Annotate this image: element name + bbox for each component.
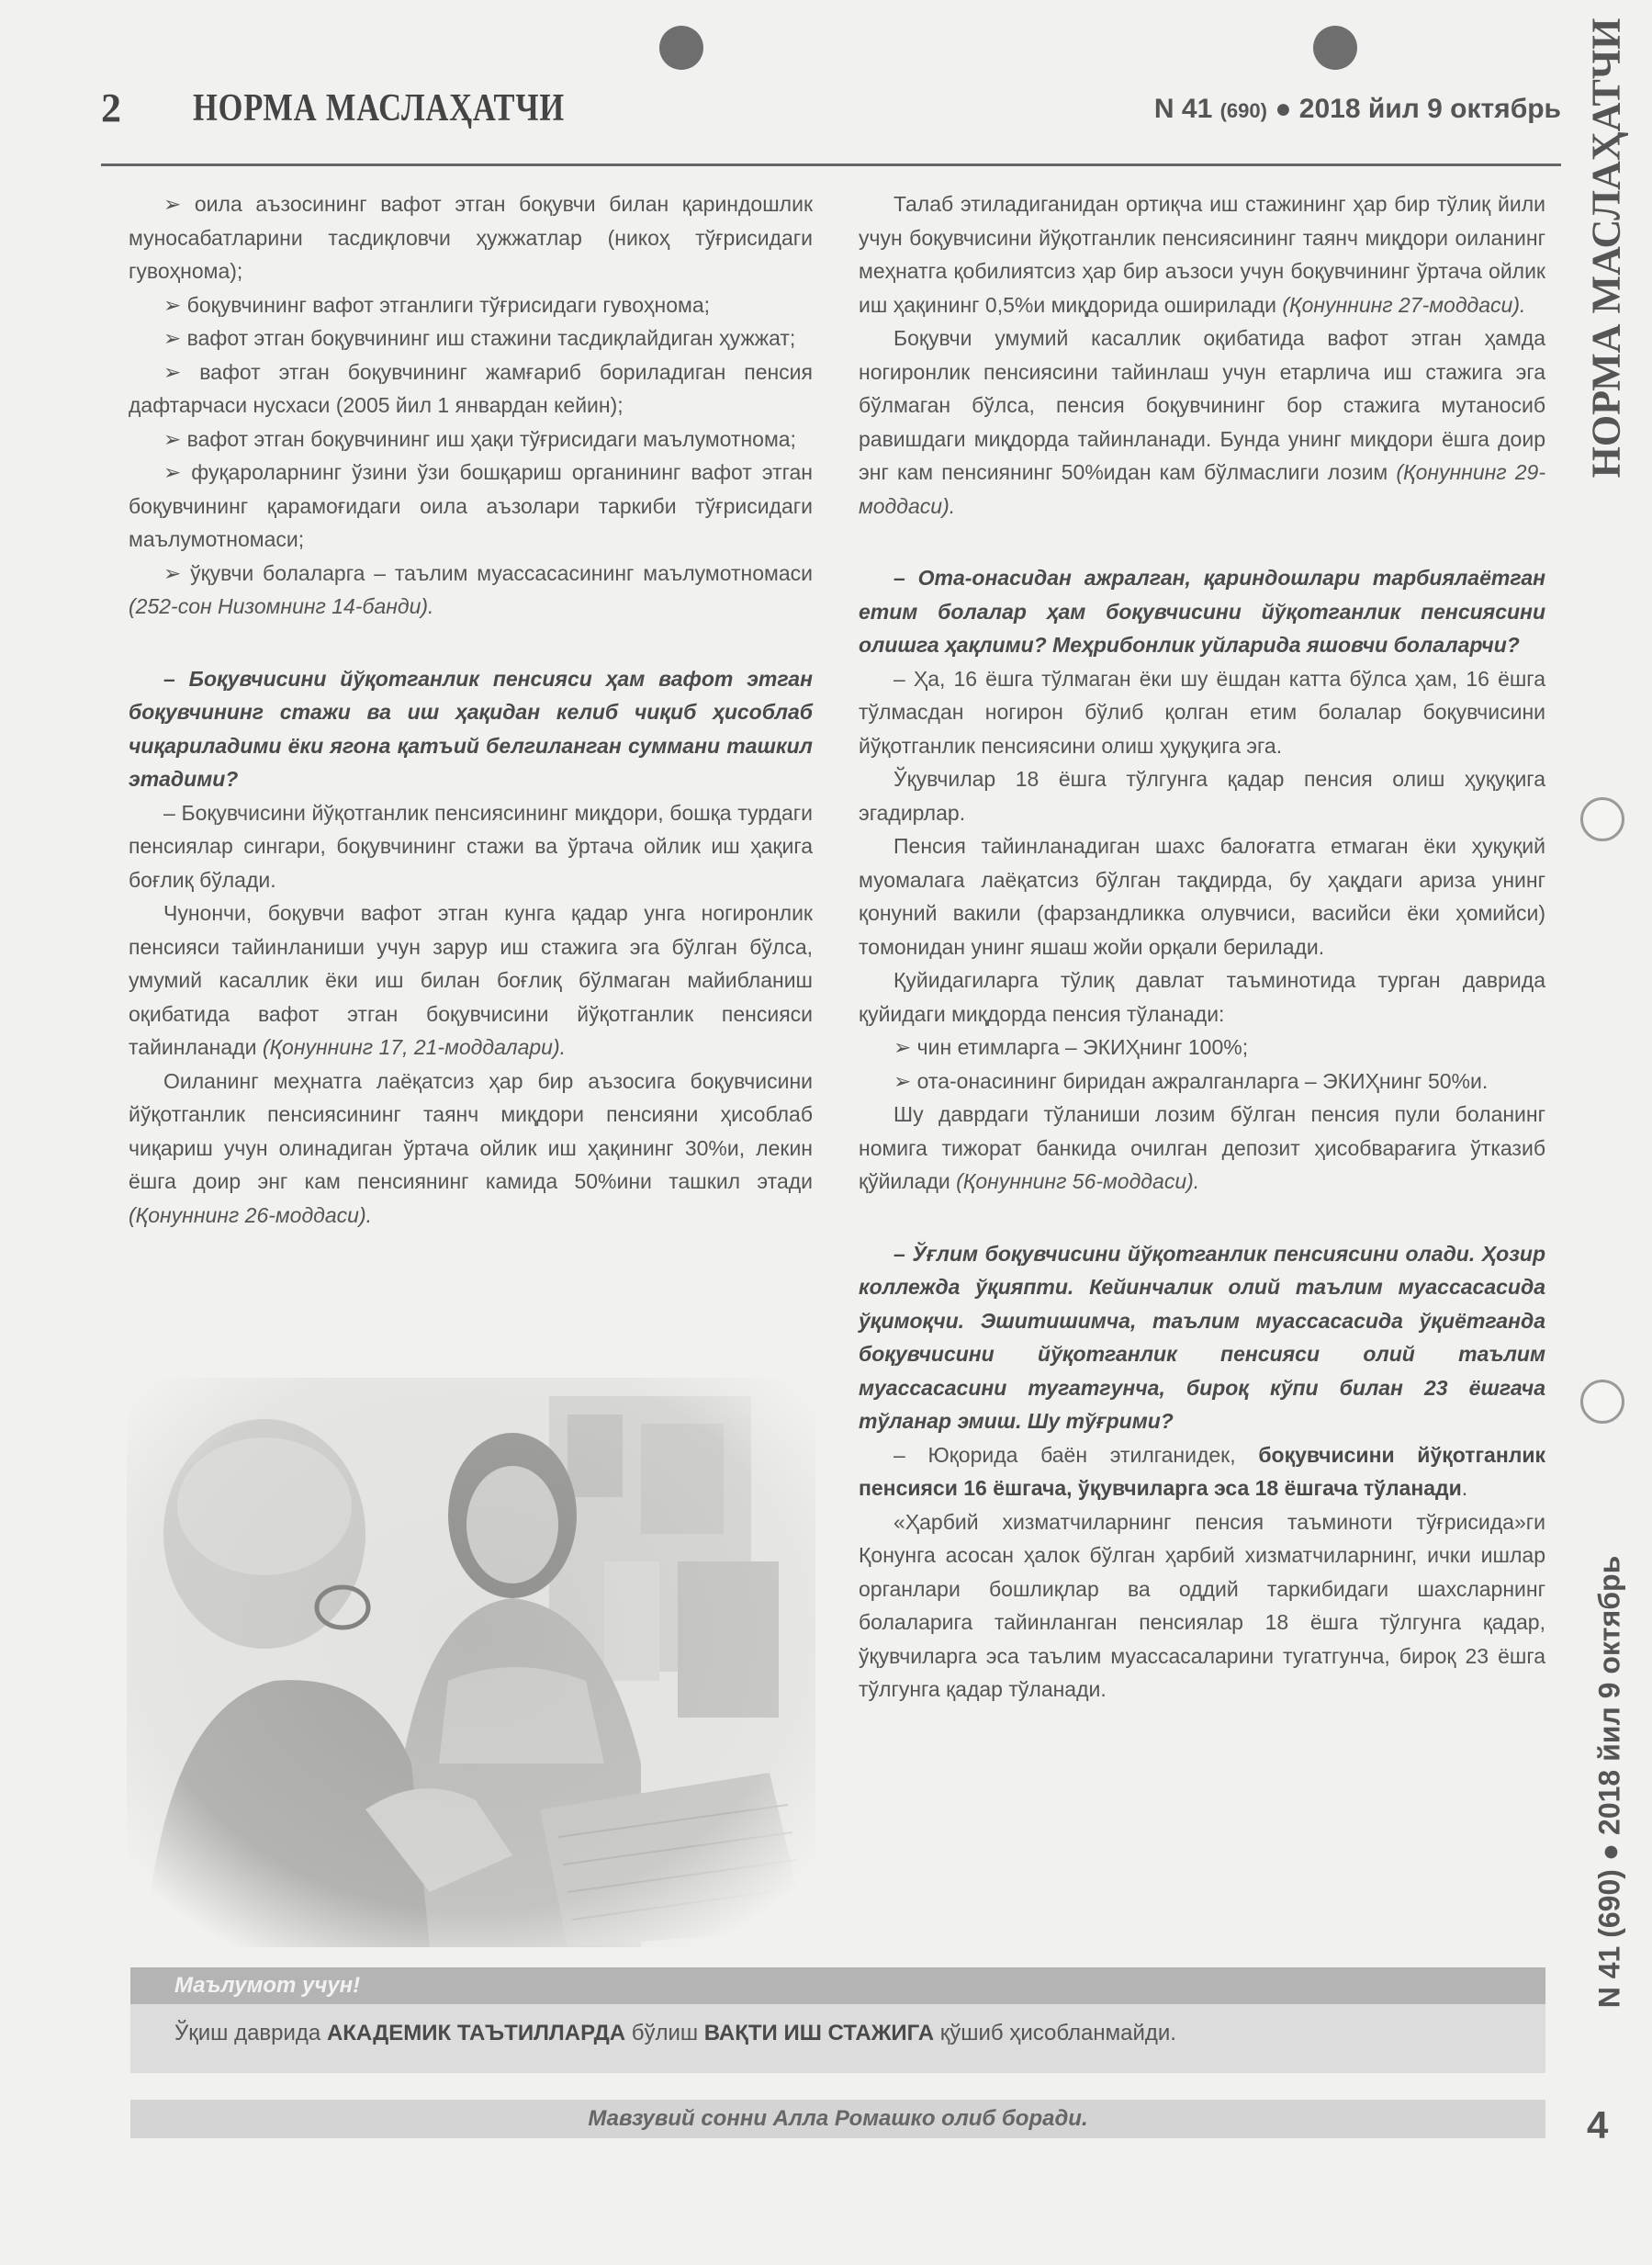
- paragraph-text: Талаб этиладиганидан ортиқча иш стажининг ҳар бир тўлиқ йили учун боқувчисини йўқотганлик пенсиясининг таянч миқдори оиланинг меҳнатга қобилиятсиз ҳар бир аъзоси учун боқувчининг ўртача ойлик иш ҳақининг 0,5%и миқдорида оширилади: [859, 192, 1545, 317]
- issue-date: 2018 йил 9 октябрь: [1298, 94, 1561, 124]
- answer-bold: боқувчисини йўқотганлик пенсияси 16 ёшгача, ўқувчиларга эса 18 ёшгача тўланади: [859, 1442, 1545, 1500]
- answer-tail: .: [1461, 1476, 1468, 1500]
- doc-list-item: ➢ фуқароларнинг ўзини ўзи бошқариш органининг вафот этган боқувчининг қарамоғидаги оила аъзолари таркиби тўғрисидаги маълумотномаси;: [129, 460, 813, 551]
- list-item: ➢ чин етимларга – ЭКИҲнинг 100%;: [893, 1035, 1249, 1059]
- info-bold-1: АКАДЕМИК ТАЪТИЛЛАРДА: [326, 2021, 626, 2045]
- question-1: – Боқувчисини йўқотганлик пенсияси ҳам вафот этган боқувчининг стажи ва иш ҳақидан келиб чиқиб ҳисоблаб чиқариладими ёки ягона қатъий белгиланган суммани ташкил этадими?: [129, 666, 813, 791]
- doc-list-item: [129, 557, 813, 624]
- list-item: ➢ ота-онасининг биридан ажралганларга – ЭКИҲнинг 50%и.: [893, 1068, 1489, 1093]
- info-text-2: бўлиш: [625, 2021, 704, 2045]
- photo-illustration: [127, 1378, 815, 1947]
- answer-paragraph: «Ҳарбий хизматчиларнинг пенсия таъминоти тўғрисида»ги Қонунга асосан ҳалок бўлган ҳарбий хизматчиларнинг, ички ишлар органлари бошлиқлар ва оддий таркибидаги шахсларнинг болаларига тайинланган пенсиялар 18 ёшга тўлгунга қадар, ўқувчиларга эса таълим муассасаларини тугатгунча, бироқ 23 ёшга тўлгунга қадар тўланади.: [859, 1509, 1545, 1701]
- question-3: – Ўғлим боқувчисини йўқотганлик пенсиясини олади. Ҳозир коллежда ўқияпти. Кейинчалик олий таълим муассасасида ўқимоқчи. Эшитишимча, таълим муассасасида ўқиётганда боқувчисини йўқотганлик пенсияси олий таълим муассасасини тугатгунча, бироқ кўпи билан 23 ёшгача тўланар эмиш. Шу тўғрими?: [859, 1241, 1545, 1433]
- answer-paragraph: [859, 1098, 1545, 1199]
- credit-bar: [130, 2100, 1545, 2138]
- law-reference: (Қонуннинг 26-моддаси).: [129, 1202, 373, 1227]
- paragraph: [859, 321, 1545, 523]
- right-column: [859, 187, 1545, 1707]
- info-box-title: Маълумот учун!: [174, 1973, 361, 1998]
- answer-paragraph: Пенсия тайинланадиган шахс балоғатга етмаган ёки ҳуқуқий муомалага лаёқатсиз бўлган тақдирда, бу ҳақдаги ариза унинг қонуний вакили (фарзандликка олувчиси, васийси ёки ҳомийси) томонидан унинг яшаш жойи орқали берилади.: [859, 834, 1545, 959]
- doc-list-item: ➢ боқувчининг вафот этганлиги тўғрисидаги гувоҳнома;: [163, 292, 711, 317]
- question-2: – Ота-онасидан ажралган, қариндошлари тарбиялаётган етим болалар ҳам боқувчисини йўқотганлик пенсиясини олишга ҳақлими? Меҳрибонлик уйларида яшовчи болаларчи?: [859, 566, 1545, 657]
- answer-paragraph: – Ҳа, 16 ёшга тўлмаган ёки шу ёшдан катта бўлса ҳам, 16 ёшга тўлмасдан ногирон бўлиб қолган етим болалар боқувчисини йўқотганлик пенсиясини олиш ҳуқуқига эга.: [859, 666, 1545, 758]
- punch-hole-left: [659, 26, 703, 70]
- punch-hole-right: [1313, 26, 1357, 70]
- side-issue-line: [1583, 1516, 1636, 2048]
- punch-ring-upper: [1580, 797, 1624, 841]
- issue-prefix: N 41: [1153, 94, 1213, 124]
- paragraph-text: Оиланинг меҳнатга лаёқатсиз ҳар бир аъзосига боқувчисини йўқотганлик пенсиясининг таянч миқдори пенсияни ҳисоблаб чиқариш учун олинадиган ўртача ойлик иш ҳақининг 30%и, лекин ёшга доир энг кам пенсиянинг камида 50%ини ташкил этади: [129, 1068, 813, 1193]
- answer-lead: – Юқорида баён этилганидек,: [893, 1442, 1259, 1467]
- header-rule: [101, 163, 1561, 166]
- answer-paragraph: [859, 1438, 1545, 1505]
- info-text-3: қўшиб ҳисобланмайди.: [934, 2021, 1176, 2045]
- left-column: [129, 187, 813, 1232]
- answer-paragraph: [129, 1065, 813, 1233]
- doc-list-item: ➢ вафот этган боқувчининг жамғариб бориладиган пенсия дафтарчаси нусхаси (2005 йил 1 январдан кейин);: [129, 359, 813, 417]
- law-reference: (252-сон Низомнинг 14-банди).: [129, 594, 434, 618]
- answer-paragraph: [129, 896, 813, 1065]
- law-reference: (Қонуннинг 17, 21-моддалари).: [262, 1035, 567, 1059]
- law-reference: (Қонуннинг 29-моддаси).: [859, 460, 1545, 518]
- paragraph-text: Чунончи, боқувчи вафот этган кунга қадар унга ногиронлик пенсияси тайинланиши учун зарур иш стажига эга бўлган бўлса, умумий касаллик ёки иш билан боғлиқ бўлмаган майибланиш оқибатида вафот этган боқувчисини йўқотганлик пенсияси тайинланади: [129, 901, 813, 1059]
- paragraph-text: Шу даврдаги тўланиши лозим бўлган пенсия пули боланинг номига тижорат банкида очилган депозит ҳисобварағига ўтказиб қўйилади: [859, 1102, 1545, 1193]
- issue-number: (690): [1219, 99, 1267, 122]
- page-header: [101, 85, 1561, 140]
- doc-list-item: ➢ вафот этган боқувчининг иш ҳақи тўғрисидаги маълумотнома;: [163, 426, 796, 451]
- info-box-text: [174, 2021, 1176, 2046]
- paragraph: [859, 187, 1545, 321]
- punch-ring-lower: [1580, 1380, 1624, 1424]
- answer-paragraph: Ўқувчилар 18 ёшга тўлгунга қадар пенсия олиш ҳуқуқига эгадирлар.: [859, 767, 1545, 825]
- law-reference: (Қонуннинг 56-моддаси).: [956, 1169, 1200, 1193]
- paragraph-text: Боқувчи умумий касаллик оқибатида вафот этган ҳамда ногиронлик пенсиясини тайинлаш учун етарлича иш стажига эга бўлмаган бўлса, пенсия боқувчининг бор стажига мутаносиб равишдаги миқдорда тайинланади. Бунда унинг миқдори ёшга доир энг кам пенсиянинг 50%идан кам бўлмаслиги лозим: [859, 326, 1545, 484]
- info-box-header: [130, 1967, 1545, 2004]
- info-bold-2: ВАҚТИ ИШ СТАЖИГА: [703, 2021, 935, 2045]
- side-issue-text: N 41 (690) ● 2018 йил 9 октябрь: [1592, 1555, 1626, 2009]
- page-number: 2: [101, 85, 121, 130]
- law-reference: (Қонуннинг 27-моддаси).: [1282, 292, 1526, 317]
- issue-bullet: ●: [1275, 94, 1292, 124]
- credit-text: Мавзувий сонни Алла Ромашко олиб боради.: [588, 2106, 1088, 2131]
- doc-list-item: ➢ вафот этган боқувчининг иш стажини тасдиқлайдиган ҳужжат;: [163, 326, 796, 350]
- publication-title: НОРМА МАСЛАҲАТЧИ: [193, 87, 566, 130]
- info-box: [130, 1967, 1545, 2073]
- side-title-text: НОРМА МАСЛАҲАТЧИ: [1583, 17, 1629, 479]
- paragraph-text: ➢ ўқувчи болаларга – таълим муассасасининг маълумотномаси: [163, 560, 813, 585]
- info-text-1: Ўқиш даврида: [174, 2021, 327, 2045]
- answer-paragraph: Қуйидагиларга тўлиқ давлат таъминотида турган даврида қуйидаги миқдорда пенсия тўланади:: [859, 968, 1545, 1026]
- side-page-number: 4: [1587, 2103, 1609, 2147]
- issue-line: [1154, 94, 1561, 125]
- side-publication-title: [1579, 17, 1633, 479]
- doc-list-item: ➢ оила аъзосининг вафот этган боқувчи билан қариндошлик муносабатларини тасдиқловчи ҳужжатлар (никоҳ тўғрисидаги гувоҳнома);: [129, 192, 813, 283]
- answer-paragraph: – Боқувчисини йўқотганлик пенсиясининг миқдори, бошқа турдаги пенсиялар сингари, боқувчининг стажи ва ўртача ойлик иш ҳақига боғлиқ бўлади.: [129, 800, 813, 892]
- office-photo: [127, 1378, 815, 1947]
